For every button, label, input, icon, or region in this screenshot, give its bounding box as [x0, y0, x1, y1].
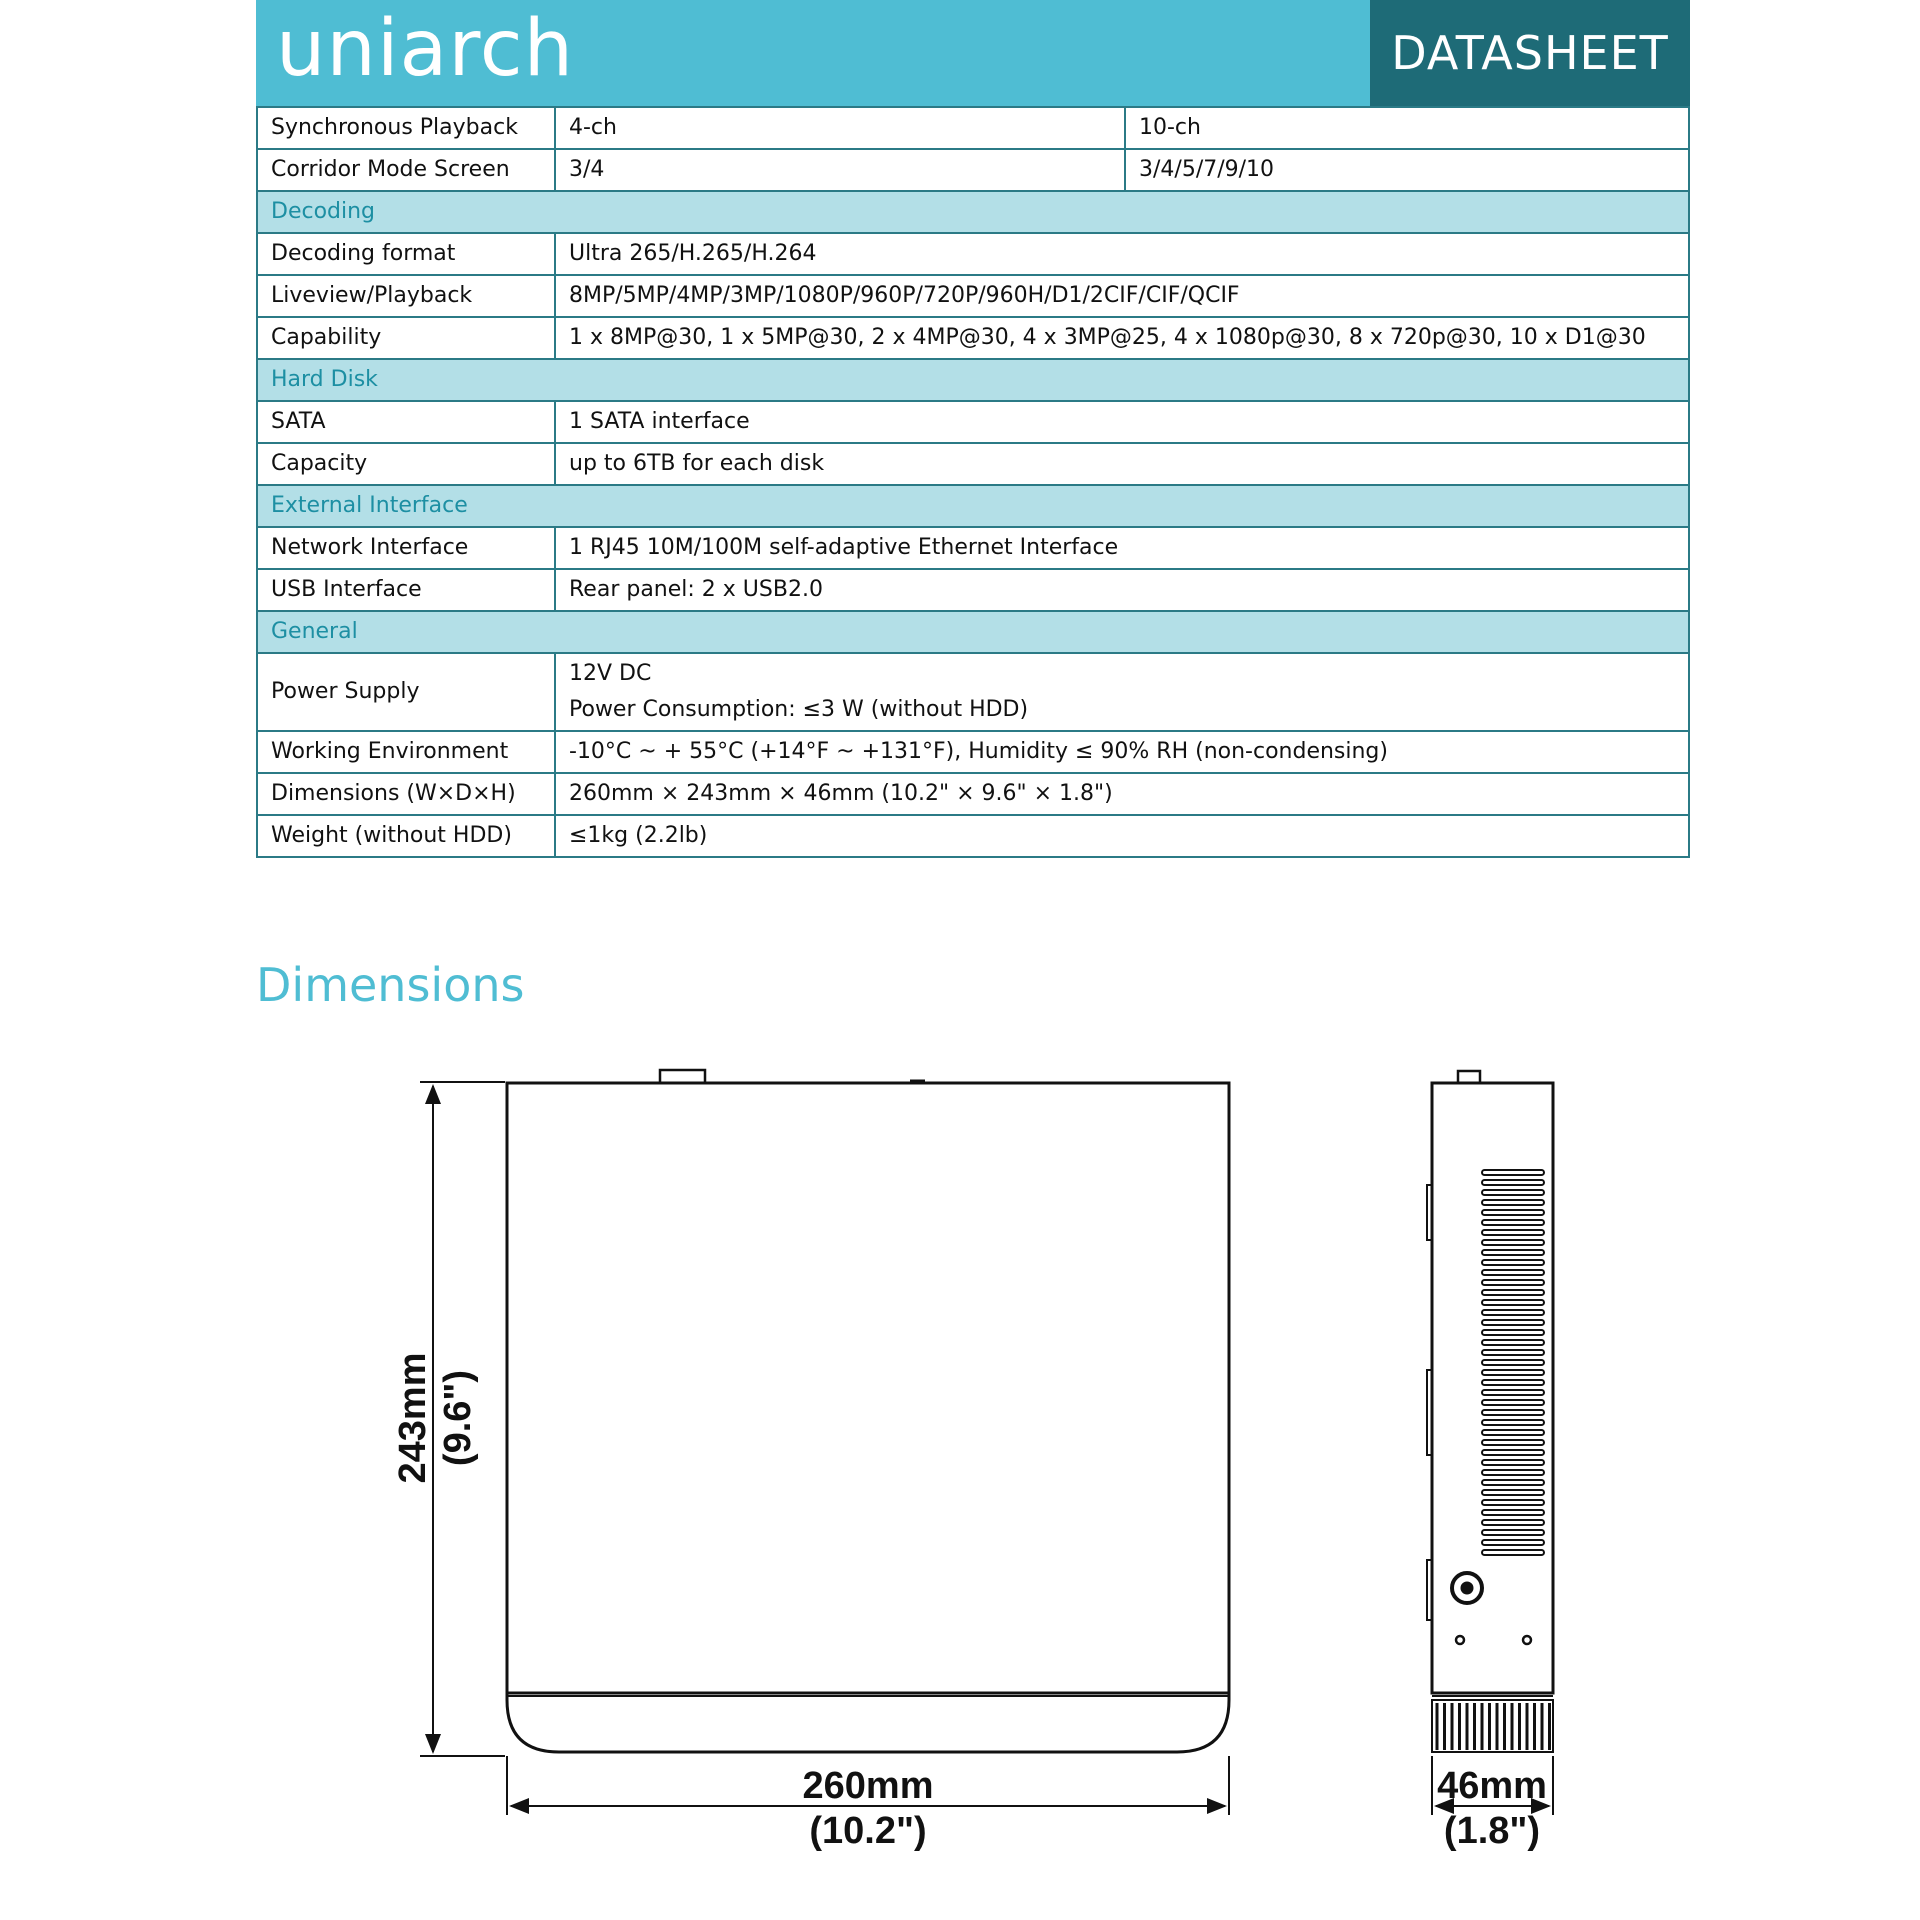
vent-slot	[1482, 1310, 1544, 1315]
spec-label: Synchronous Playback	[257, 107, 555, 149]
vent-slot	[1482, 1180, 1544, 1185]
spec-label: Liveview/Playback	[257, 275, 555, 317]
spec-label: Network Interface	[257, 527, 555, 569]
vent-slot	[1482, 1400, 1544, 1405]
vent-slot	[1482, 1550, 1544, 1555]
spec-value: 8MP/5MP/4MP/3MP/1080P/960P/720P/960H/D1/2CIF/CIF/QCIF	[555, 275, 1689, 317]
vent-slot	[1482, 1480, 1544, 1485]
spec-value: -10°C ~ + 55°C (+14°F ~ +131°F), Humidity ≤ 90% RH (non-condensing)	[555, 731, 1689, 773]
vent-slot	[1482, 1360, 1544, 1365]
spec-label: Capacity	[257, 443, 555, 485]
spec-value: ≤1kg (2.2lb)	[555, 815, 1689, 857]
spec-label: USB Interface	[257, 569, 555, 611]
vent-slot	[1482, 1350, 1544, 1355]
spec-value: 10-ch	[1125, 107, 1689, 149]
side-base-ribs	[1437, 1703, 1550, 1750]
vent-slot	[1482, 1470, 1544, 1475]
spec-label: Capability	[257, 317, 555, 359]
spec-value-line: Power Consumption: ≤3 W (without HDD)	[569, 697, 1029, 722]
spec-value: 1 SATA interface	[555, 401, 1689, 443]
datasheet-badge: DATASHEET	[1370, 0, 1690, 106]
vent-slot	[1482, 1520, 1544, 1525]
section-header: External Interface	[257, 485, 1689, 527]
top-view	[507, 1070, 1229, 1752]
vent-slot	[1482, 1190, 1544, 1195]
spec-label: Decoding format	[257, 233, 555, 275]
vent-slot	[1482, 1410, 1544, 1415]
vent-slot	[1482, 1460, 1544, 1465]
width-mm-label: 260mm	[802, 1765, 934, 1807]
spec-value: 260mm × 243mm × 46mm (10.2" × 9.6" × 1.8")	[555, 773, 1689, 815]
section-header: General	[257, 611, 1689, 653]
height-mm-label: 46mm	[1437, 1765, 1547, 1807]
spec-label: Power Supply	[257, 653, 555, 731]
spec-value: Ultra 265/H.265/H.264	[555, 233, 1689, 275]
side-vent-slots	[1482, 1170, 1544, 1555]
width-in-label: (10.2")	[809, 1810, 927, 1852]
vent-slot	[1482, 1240, 1544, 1245]
vent-slot	[1482, 1500, 1544, 1505]
vent-slot	[1482, 1450, 1544, 1455]
vent-slot	[1482, 1270, 1544, 1275]
vent-slot	[1482, 1290, 1544, 1295]
section-header: Hard Disk	[257, 359, 1689, 401]
vent-slot	[1482, 1200, 1544, 1205]
vent-slot	[1482, 1260, 1544, 1265]
vent-slot	[1482, 1540, 1544, 1545]
brand-logo: uniarch	[276, 4, 575, 94]
spec-label: Corridor Mode Screen	[257, 149, 555, 191]
spec-value: 1 x 8MP@30, 1 x 5MP@30, 2 x 4MP@30, 4 x 3MP@25, 4 x 1080p@30, 8 x 720p@30, 10 x D1@30	[555, 317, 1689, 359]
vent-slot	[1482, 1170, 1544, 1175]
dimensions-title: Dimensions	[256, 958, 525, 1012]
vent-slot	[1482, 1340, 1544, 1345]
spec-value: 1 RJ45 10M/100M self-adaptive Ethernet Interface	[555, 527, 1689, 569]
spec-value: up to 6TB for each disk	[555, 443, 1689, 485]
vent-slot	[1482, 1300, 1544, 1305]
vent-slot	[1482, 1530, 1544, 1535]
depth-in-label: (9.6")	[437, 1369, 479, 1467]
vent-slot	[1482, 1210, 1544, 1215]
section-header: Decoding	[257, 191, 1689, 233]
depth-mm-label: 243mm	[392, 1352, 434, 1484]
vent-slot	[1482, 1320, 1544, 1325]
vent-slot	[1482, 1390, 1544, 1395]
spec-value: 4-ch	[555, 107, 1125, 149]
vent-slot	[1482, 1430, 1544, 1435]
vent-slot	[1482, 1510, 1544, 1515]
vent-slot	[1482, 1420, 1544, 1425]
vent-slot	[1482, 1380, 1544, 1385]
spec-value: 3/4/5/7/9/10	[1125, 149, 1689, 191]
vent-slot	[1482, 1220, 1544, 1225]
vent-slot	[1482, 1490, 1544, 1495]
spec-label: Dimensions (W×D×H)	[257, 773, 555, 815]
spec-value: 3/4	[555, 149, 1125, 191]
height-in-label: (1.8")	[1443, 1810, 1541, 1852]
vent-slot	[1482, 1370, 1544, 1375]
vent-slot	[1482, 1280, 1544, 1285]
vent-slot	[1482, 1330, 1544, 1335]
vent-slot	[1482, 1230, 1544, 1235]
spec-label: SATA	[257, 401, 555, 443]
spec-value-line: 12V DC	[569, 661, 652, 686]
vent-slot	[1482, 1440, 1544, 1445]
vent-slot	[1482, 1250, 1544, 1255]
spec-label: Weight (without HDD)	[257, 815, 555, 857]
side-view	[1427, 1071, 1553, 1752]
spec-value: Rear panel: 2 x USB2.0	[555, 569, 1689, 611]
spec-label: Working Environment	[257, 731, 555, 773]
